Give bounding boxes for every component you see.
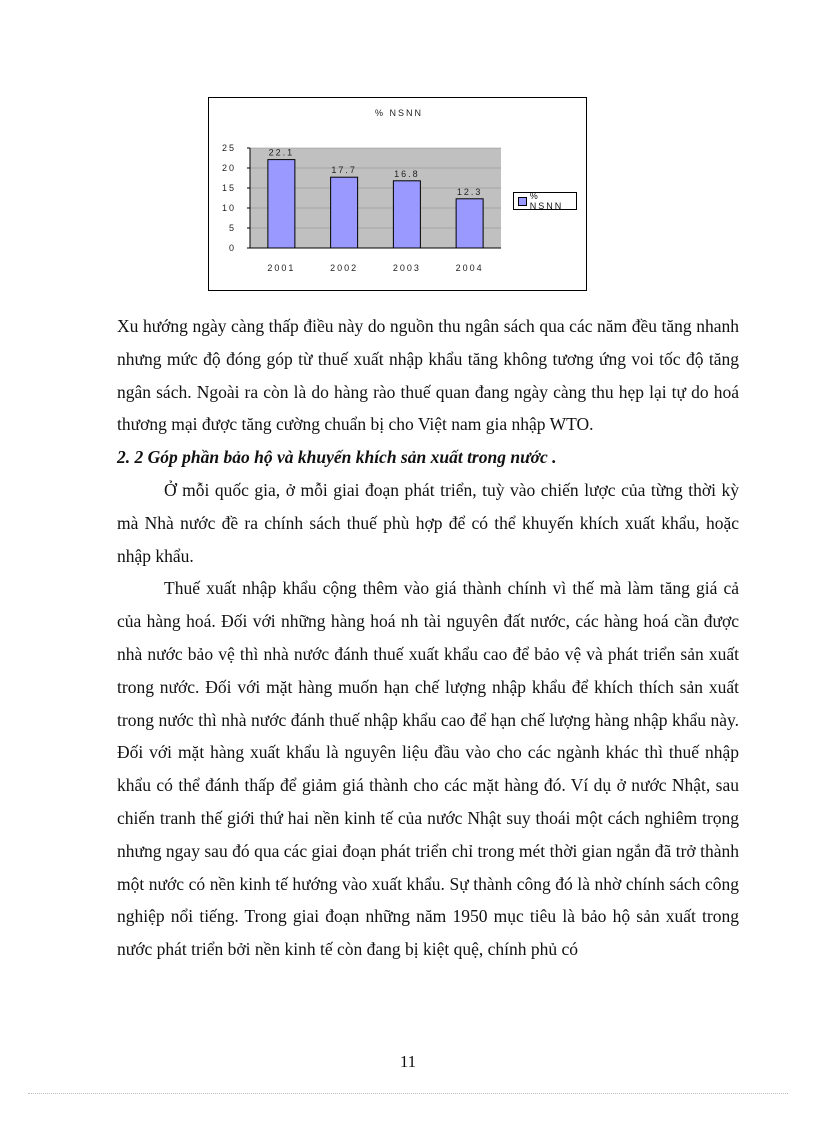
x-tick-label: 2001 [267, 263, 296, 273]
y-tick-label: 20 [221, 163, 236, 173]
data-label: 16.8 [394, 168, 420, 179]
y-tick-label: 25 [221, 143, 236, 153]
paragraph-1: Xu hướng ngày càng thấp điều này do nguồn thu ngân sách qua các năm đều tăng nhanh nhưng mức độ đóng góp từ thuế xuất nhập khẩu tăng không tương ứng voi tốc độ tăng ngân sách. Ngoài ra còn là do hàng rào thuế quan đang ngày càng thu hẹp lại tự do hoá thương mại được tăng cường chuẩn bị cho Việt nam gia nhập WTO. [117, 316, 739, 435]
x-tick-label: 2004 [455, 263, 484, 273]
data-label: 12.3 [456, 186, 483, 197]
chart-legend [513, 192, 577, 210]
bar [456, 199, 483, 248]
data-label: 17.7 [331, 165, 357, 176]
bar [268, 160, 295, 248]
body-text [117, 310, 739, 966]
page-number: 11 [399, 1052, 417, 1071]
data-label: 22.1 [268, 147, 295, 158]
y-tick-label: 10 [221, 203, 236, 213]
bar-chart [208, 97, 587, 291]
section-heading: 2. 2 Góp phần bảo hộ và khuyến khích sản xuất trong nước . [117, 447, 557, 468]
y-tick-label: 5 [228, 223, 236, 233]
paragraph-2: Ở mỗi quốc gia, ở mỗi giai đoạn phát triển, tuỳ vào chiến lược của từng thời kỳ mà Nhà nước đề ra chính sách thuế phù hợp để có thể khuyến khích xuất khẩu, hoặc nhập khẩu. [117, 479, 739, 566]
paragraph-3: Thuế xuất nhập khẩu cộng thêm vào giá thành chính vì thế mà làm tăng giá cả của hàng hoá. Đối với những hàng hoá nh tài nguyên đất nước, các hàng hoá cần được nhà nước bảo vệ thì nhà nước đánh thuế xuất khẩu cao để bảo vệ và phát triển sản xuất trong nước. Đối với mặt hàng muốn hạn chế lượng nhập khẩu để khích thích sản xuất trong nước thì nhà nước đánh thuế nhập khẩu cao để hạn chế lượng hàng nhập khẩu này. Đối với mặt hàng xuất khẩu là nguyên liệu đầu vào cho các ngành khác thì thuế nhập khẩu có thể đánh thấp để giảm giá thành cho các mặt hàng đó. Ví dụ ở nước Nhật, sau chiến tranh thế giới thứ hai nền kinh tế của nước Nhật suy thoái một cách nghiêm trọng nhưng ngay sau đó qua các giai đoạn phát triển chỉ trong mét thời gian ngắn đã trở thành một nước có nền kinh tế hướng vào xuất khẩu. Sự thành công đó là nhờ chính sách công nghiệp nổi tiếng. Trong giai đoạn những năm 1950 mục tiêu là bảo hộ sản xuất trong nước phát triển bởi nền kinh tế còn đang bị kiệt quệ, chính phủ có [117, 578, 739, 960]
x-tick-label: 2002 [330, 263, 359, 273]
legend-label: % NSNN [529, 191, 564, 211]
bar [331, 177, 358, 248]
y-tick-label: 15 [221, 183, 236, 193]
y-tick-label: 0 [228, 243, 236, 253]
chart-title: % NSNN [374, 108, 424, 118]
bar [393, 181, 420, 248]
footer-divider [28, 1093, 788, 1094]
x-tick-label: 2003 [392, 263, 421, 273]
legend-swatch [518, 197, 527, 206]
